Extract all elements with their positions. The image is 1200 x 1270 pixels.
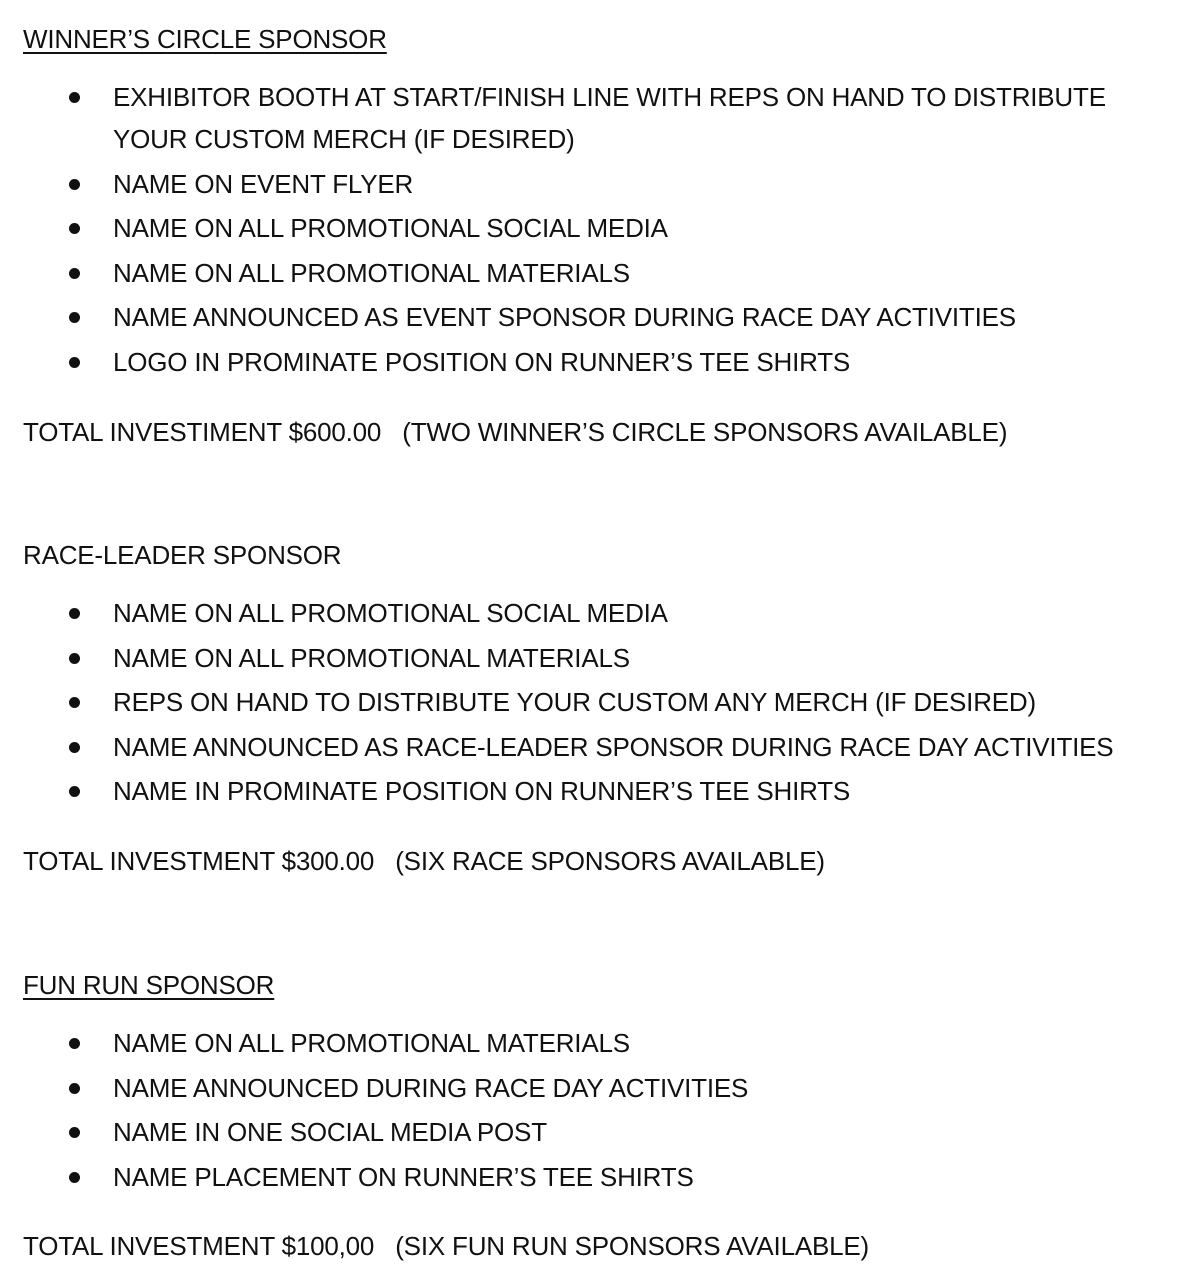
list-item-text: NAME PLACEMENT ON RUNNER’S TEE SHIRTS — [113, 1161, 694, 1192]
bullet-icon — [69, 179, 80, 190]
winners-circle-benefits-list — [23, 76, 1183, 385]
list-item-text: REPS ON HAND TO DISTRIBUTE YOUR CUSTOM ANY MERCH (IF DESIRED) — [113, 687, 1036, 717]
bullet-icon — [69, 1172, 80, 1183]
bullet-icon — [69, 608, 80, 619]
bullet-icon — [69, 653, 80, 664]
list-item — [23, 592, 1183, 634]
list-item — [23, 76, 1183, 160]
bullet-icon — [69, 357, 80, 368]
bullet-icon — [69, 268, 80, 279]
list-item-text: NAME ANNOUNCED DURING RACE DAY ACTIVITIES — [113, 1072, 749, 1103]
bullet-icon — [69, 786, 80, 797]
list-item — [23, 341, 1183, 383]
list-item — [23, 637, 1183, 679]
list-item — [23, 163, 1183, 205]
bullet-icon — [69, 742, 80, 753]
bullet-icon — [69, 697, 80, 708]
race-leader-heading: RACE-LEADER SPONSOR — [23, 540, 342, 570]
winners-circle-heading: WINNER’S CIRCLE SPONSOR — [23, 24, 387, 54]
list-item — [23, 726, 1183, 768]
list-item-text: NAME IN ONE SOCIAL MEDIA POST — [113, 1117, 547, 1147]
list-item-text: LOGO IN PROMINATE POSITION ON RUNNER’S TEE SHIRTS — [113, 346, 851, 377]
list-item — [23, 681, 1183, 723]
list-item — [23, 1067, 1183, 1109]
bullet-icon — [69, 92, 80, 103]
fun-run-heading: FUN RUN SPONSOR — [23, 970, 275, 1000]
list-item-text: NAME ANNOUNCED AS EVENT SPONSOR DURING RACE DAY ACTIVITIES — [113, 302, 1016, 332]
list-item-text: NAME ON ALL PROMOTIONAL SOCIAL MEDIA — [113, 213, 668, 243]
race-leader-benefits-list — [23, 592, 1183, 815]
list-item — [23, 1156, 1183, 1198]
list-item — [23, 252, 1183, 294]
bullet-icon — [69, 223, 80, 234]
list-item-text: NAME ON ALL PROMOTIONAL MATERIALS — [113, 642, 630, 673]
list-item — [23, 1022, 1183, 1064]
winners-circle-total: TOTAL INVESTIMENT $600.00 (TWO WINNER’S CIRCLE SPONSORS AVAILABLE) — [23, 417, 1008, 447]
list-item-text: NAME IN PROMINATE POSITION ON RUNNER’S TEE SHIRTS — [113, 776, 851, 806]
bullet-icon — [69, 1038, 80, 1049]
fun-run-section — [23, 970, 1183, 1270]
list-item-text: NAME ON ALL PROMOTIONAL SOCIAL MEDIA — [113, 598, 668, 628]
list-item-text: NAME ON EVENT FLYER — [113, 168, 414, 199]
bullet-icon — [69, 1127, 80, 1138]
race-leader-section — [23, 540, 1183, 880]
list-item-text: NAME ON ALL PROMOTIONAL MATERIALS — [113, 1028, 630, 1058]
list-item — [23, 296, 1183, 338]
winners-circle-section — [23, 24, 1183, 454]
list-item-text: NAME ANNOUNCED AS RACE-LEADER SPONSOR DURING RACE DAY ACTIVITIES — [113, 731, 1114, 762]
list-item-text: EXHIBITOR BOOTH AT START/FINISH LINE WITH REPS ON HAND TO DISTRIBUTE YOUR CUSTOM MERCH (IF DESIRED) — [113, 82, 1106, 154]
race-leader-total: TOTAL INVESTMENT $300.00 (SIX RACE SPONSORS AVAILABLE) — [23, 846, 825, 876]
list-item — [23, 1111, 1183, 1153]
list-item — [23, 770, 1183, 812]
bullet-icon — [69, 1083, 80, 1094]
fun-run-benefits-list — [23, 1022, 1183, 1200]
list-item — [23, 207, 1183, 249]
fun-run-total: TOTAL INVESTMENT $100,00 (SIX FUN RUN SPONSORS AVAILABLE) — [23, 1231, 869, 1261]
bullet-icon — [69, 312, 80, 323]
list-item-text: NAME ON ALL PROMOTIONAL MATERIALS — [113, 257, 630, 288]
